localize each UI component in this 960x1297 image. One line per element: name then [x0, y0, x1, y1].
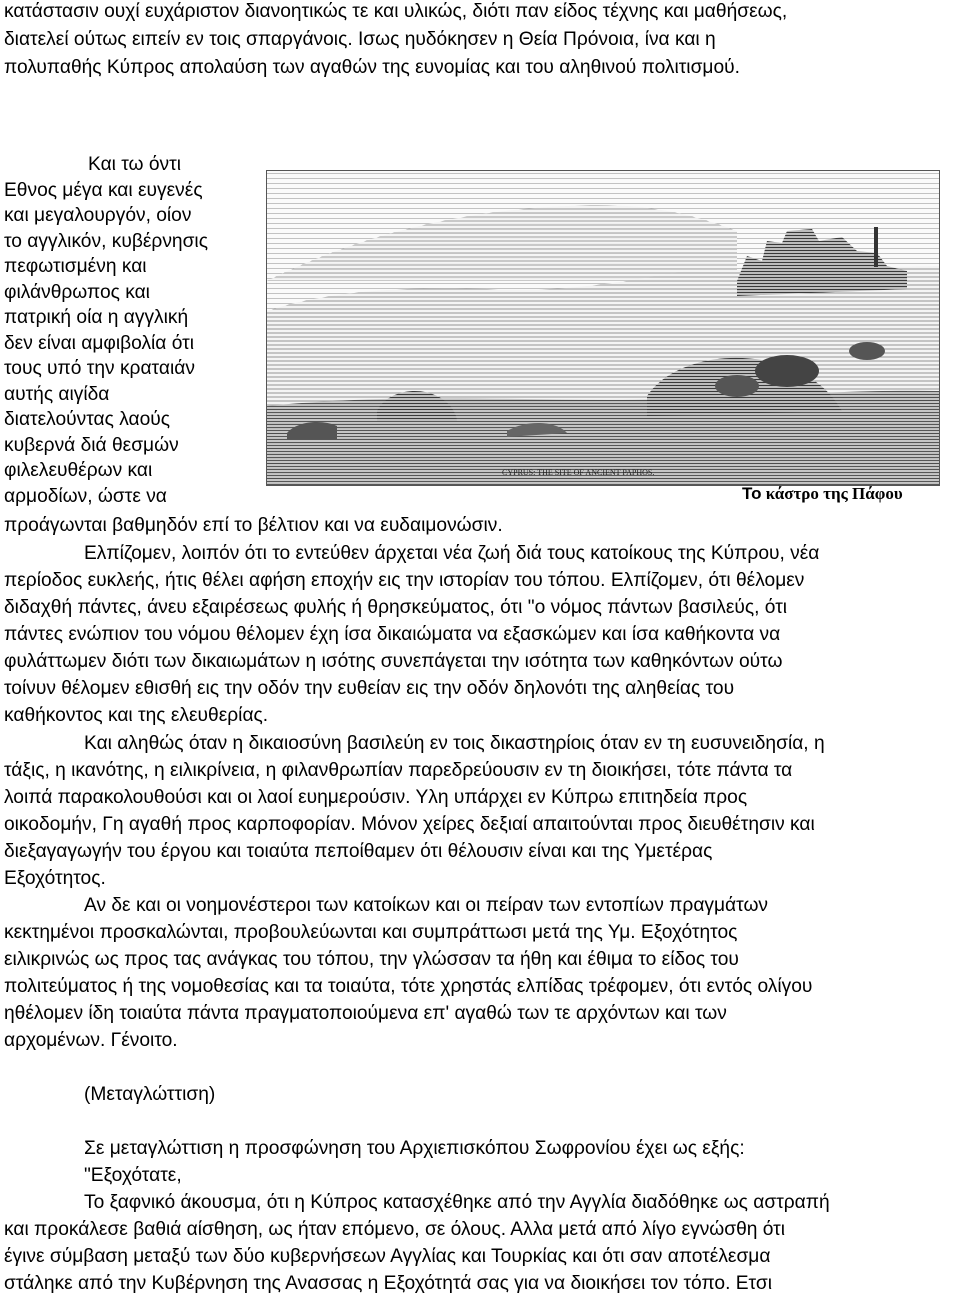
text-line: Εθνος μέγα και ευγενές: [4, 179, 203, 201]
paphos-engraving: [266, 170, 940, 486]
text-line: τάξις, η ικανότης, η ειλικρίνεια, η φιλανθρωπίαν παρεδρεύουσιν εν τη διοικήσει, τότε πάντα τα: [4, 760, 793, 781]
text-line: διατελούντας λαούς: [4, 409, 171, 430]
paragraph-start-line: Σε μεταγλώττιση η προσφώνηση του Αρχιεπισκόπου Σωφρονίου έχει ως εξής:: [84, 1138, 745, 1159]
salutation-line: "Εξοχότατε,: [84, 1165, 182, 1186]
engraving-drawing: [267, 171, 939, 485]
text-line: πολιτεύματος ή της νομοθεσίας και τα τοιαύτα, τότε χρηστάς ελπίδας τρέφομεν, ότι εντός ολίγου: [4, 976, 813, 997]
figure-caption: [742, 482, 903, 506]
text-line: διδαχθή πάντες, άνευ εξαιρέσεως φυλής ή θρησκεύματος, ότι "ο νόμος πάντων βασιλεύς, ότι: [4, 597, 788, 618]
text-line: λοιπά παρακολουθούσι και οι λαοί ευημερούσιν. Υλη υπάρχει εν Κύπρω επιτηδεία προς: [4, 787, 748, 808]
text-line: αρχομένων. Γένοιτο.: [4, 1030, 178, 1051]
text-line: έγινε σύμβαση μεταξύ των δύο κυβερνήσεων Αγγλίας και Τουρκίας και ότι σαν αποτέλεσμα: [4, 1246, 771, 1267]
text-line: και μεγαλουργόν, οίον: [4, 205, 192, 226]
text-line: φυλάττωμεν διότι των δικαιωμάτων η ισότης συνεπάγεται την ισότητα των καθηκόντων ούτω: [4, 651, 783, 672]
text-line: δεν είναι αμφιβολία ότι: [4, 332, 194, 354]
side-column: [4, 152, 264, 509]
text-line: ειλικρινώς ως προς τας ανάγκας του τόπου, την γλώσσαν τα ήθη και έθιμα το είδος του: [4, 949, 739, 970]
text-line: φιλελευθέρων και: [4, 460, 153, 481]
text-line: κατάστασιν ουχί ευχάριστον διανοητικώς τε και υλικώς, διότι παν είδος τέχνης και μαθήσεως,: [4, 1, 788, 22]
text-line: πάντες ενώπιον του νόμου θέλομεν έχη ίσα δικαιώματα να εξασκώμεν και ίσα καθήκοντα να: [4, 624, 781, 645]
text-line: διατελεί ούτως ειπείν εν τοις σπαργάνοις. Ισως ηυδόκησεν η Θεία Πρόνοια, ίνα και η: [4, 29, 716, 50]
text-line: αυτής αιγίδα: [4, 383, 110, 405]
text-line: κυβερνά διά θεσμών: [4, 434, 179, 456]
engraving-caption: CYPRUS: THE SITE OF ANCIENT PAPHOS.: [502, 468, 655, 477]
caption-word: Το: [742, 484, 762, 503]
caption-text: κάστρο της Πάφου: [765, 484, 903, 503]
text-line: Και τω όντι: [88, 154, 181, 175]
text-line: τους υπό την κραταιάν: [4, 358, 195, 379]
text-line: και προκάλεσε βαθιά αίσθηση, ως ήταν επόμενο, σε όλους. Αλλα μετά από λίγο εγνώσθη ότι: [4, 1219, 786, 1240]
text-line: οικοδομήν, Γη αγαθή προς καρποφορίαν. Μόνον χείρες δεξιαί απαιτούνται προς διευθέτησιν και: [4, 814, 815, 835]
text-line: ηθέλομεν ίδη τοιαύτα πάντα πραγματοποιούμενα επ' αγαθώ των τε αρχόντων και των: [4, 1003, 727, 1024]
section-label: (Μεταγλώττιση): [84, 1084, 216, 1105]
text-line: περίοδος ευκλεής, ήτις θέλει αφήση εποχήν εις την ιστορίαν του τόπου. Ελπίζομεν, ότι θέλομεν: [4, 570, 805, 591]
text-line: διεξαγαγωγήν του έργου και τοιαύτα πεποίθαμεν ότι θέλουσιν είναι και της Υμετέρας: [4, 841, 713, 862]
text-line: καθήκοντος και της ελευθερίας.: [4, 705, 269, 726]
text-line: Εξοχότητος.: [4, 868, 106, 889]
text-line: πατρική οία η αγγλική: [4, 307, 189, 328]
text-line: το αγγλικόν, κυβέρνησις: [4, 230, 208, 252]
text-line: στάληκε από την Κυβέρνηση της Ανασσας η Εξοχότητά σας για να διοικήσει τον τόπο. Ετσι: [4, 1273, 772, 1294]
paragraph-start-line: Ελπίζομεν, λοιπόν ότι το εντεύθεν άρχεται νέα ζωή διά τους κατοίκους της Κύπρου, νέα: [84, 543, 820, 564]
text-line: κεκτημένοι προσκαλώνται, προβουλεύωνται και συμπράττωσι μετά της Υμ. Εξοχότητος: [4, 922, 738, 943]
paragraph-start-line: Αν δε και οι νοημονέστεροι των κατοίκων και οι πείραν των εντοπίων πραγμάτων: [84, 895, 769, 916]
text-line: πολυπαθής Κύπρος απολαύση των αγαθών της ευνομίας και του αληθινού πολιτισμού.: [4, 57, 740, 78]
text-line: πεφωτισμένη και: [4, 256, 147, 277]
text-line: αρμοδίων, ώστε να: [4, 485, 167, 507]
text-line: τοίνυν θέλομεν εθισθή εις την οδόν την ευθείαν εις την οδόν δηλονότι της αληθείας του: [4, 678, 735, 699]
paragraph-start-line: Το ξαφνικό άκουσμα, ότι η Κύπρος κατασχέθηκε από την Αγγλία διαδόθηκε ως αστραπή: [84, 1192, 830, 1213]
text-line: προάγωνται βαθμηδόν επί το βέλτιον και να ευδαιμονώσιν.: [4, 515, 503, 536]
paragraph-start-line: Και αληθώς όταν η δικαιοσύνη βασιλεύη εν τοις δικαστηρίοις όταν εν τη ευσυνειδησία, η: [84, 733, 825, 754]
text-line: φιλάνθρωπος και: [4, 281, 150, 303]
